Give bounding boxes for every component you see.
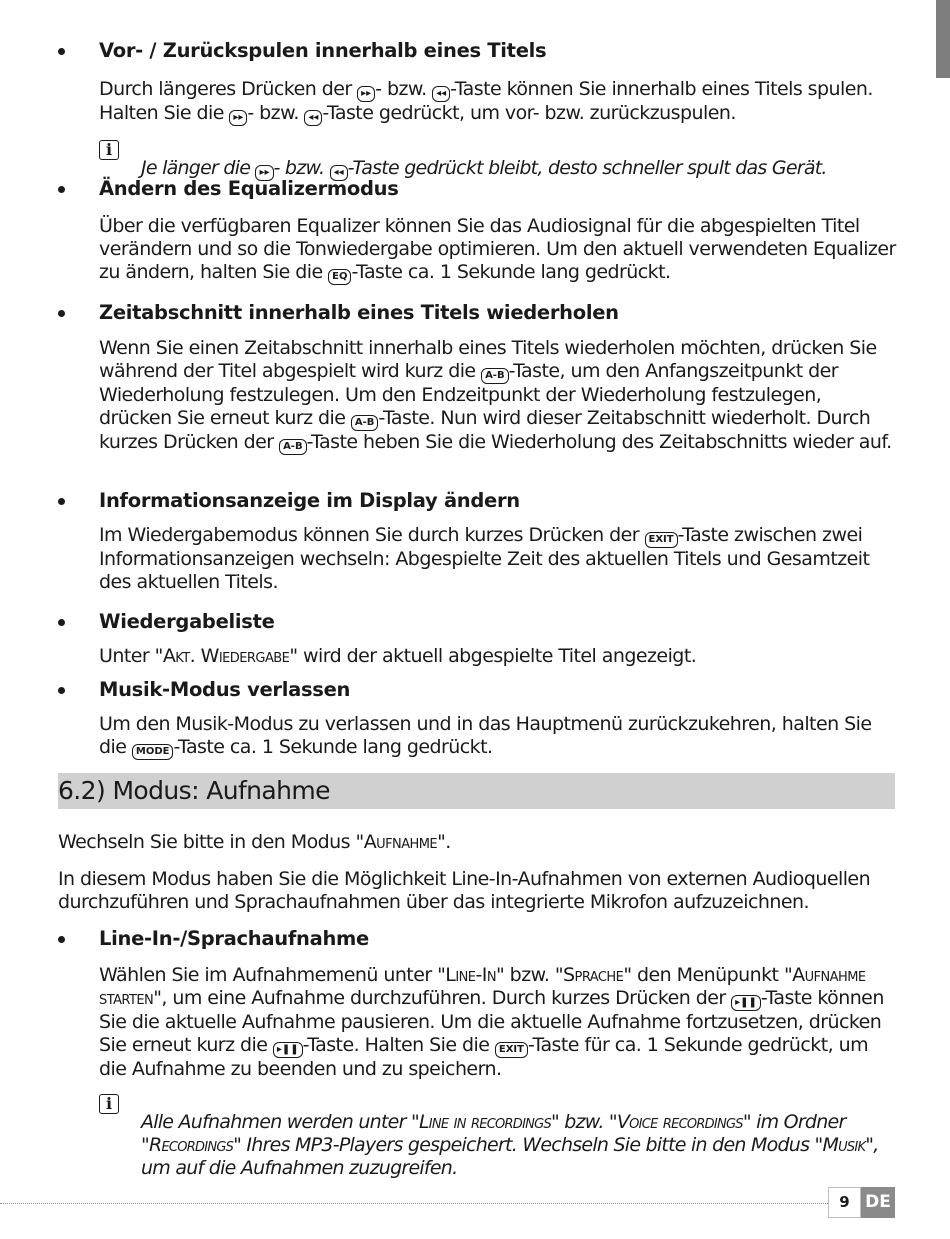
- menu-term: Akt. Wiedergabe: [162, 645, 290, 667]
- section-intro: In diesem Modus haben Sie die Möglichkeit Line-In-Aufnahmen von externen Audioquellen durchzuführen und Sprachaufnahmen über das integrierte Mikrofon aufzuzeichnen.: [58, 868, 871, 913]
- bullet-title: Wiedergabeliste: [99, 610, 275, 633]
- bullet-dot: [58, 687, 65, 694]
- bullet-body: Im Wiedergabemodus können Sie durch kurzes Drücken der EXIT -Taste zwischen zwei Informationsanzeigen wechseln: Abgespielte Zeit des aktuellen Titels und Gesamtzeit des aktuellen Titels.: [99, 524, 870, 593]
- menu-term: Line in recordings: [418, 1111, 551, 1133]
- bullet-dot: [58, 186, 65, 193]
- page-edge-tab: [936, 0, 950, 78]
- menu-term: Recordings: [149, 1134, 234, 1156]
- footer-rule: [0, 1203, 828, 1204]
- page-number: 9: [828, 1187, 861, 1218]
- bullet-body: Um den Musik-Modus zu verlassen und in das Hauptmenü zurückzukehren, halten Sie die MODE -Taste ca. 1 Sekunde lang gedrückt.: [99, 713, 872, 758]
- key-icon: A-B: [481, 368, 509, 384]
- key-icon: ▸❚❚: [731, 995, 761, 1011]
- bullet-body: Wenn Sie einen Zeitabschnitt innerhalb eines Titels wiederholen möchten, drücken Sie während der Titel abgespielt wird kurz die A-B -Taste, um den Anfangszeitpunkt der Wiederholung festzulegen. Um den Endzeitpunkt der Wiederholung festzulegen, drücken Sie erneut kurz die A-B -Taste. Nun wird dieser Zeitabschnitt wiederholt. Durch kurzes Drücken der A-B -Taste heben Sie die Wiederholung des Zeitabschnitts wieder auf.: [99, 337, 892, 453]
- bullet-body: Wählen Sie im Aufnahmemenü unter "Line-In" bzw. "Sprache" den Menüpunkt "Aufnahme starten", um eine Aufnahme durchzuführen. Durch kurzes Drücken der ▸❚❚ -Taste können Sie die aktuelle Aufnahme pausieren. Um die aktuelle Aufnahme fortzusetzen, drücken Sie erneut kurz die ▸❚❚ -Taste. Halten Sie die EXIT -Taste für ca. 1 Sekunde gedrückt, um die Aufnahme zu beenden und zu speichern.: [99, 964, 884, 1080]
- key-icon: EXIT: [645, 532, 678, 548]
- bullet-dot: [58, 310, 65, 317]
- bullet-dot: [58, 48, 65, 55]
- bullet-dot: [58, 619, 65, 626]
- bullet-body: Durch längeres Drücken der ▸▸ - bzw. ◂◂ -Taste können Sie innerhalb eines Titels spulen. Halten Sie die ▸▸ - bzw. ◂◂ -Taste gedrückt, um vor- bzw. zurückzuspulen.: [99, 78, 873, 124]
- bullet-title: Musik-Modus verlassen: [99, 678, 351, 701]
- key-icon: ▸▸: [229, 110, 247, 126]
- menu-term: Sprache: [563, 964, 624, 986]
- key-icon: MODE: [132, 744, 174, 760]
- bullet-dot: [58, 936, 65, 943]
- bullet-title: Informationsanzeige im Display ändern: [99, 489, 520, 512]
- bullet-title: Line-In-/Sprachaufnahme: [99, 927, 369, 950]
- menu-term: Aufnahme: [363, 831, 438, 853]
- key-icon: ▸❚❚: [273, 1042, 303, 1058]
- key-icon: ◂◂: [304, 110, 322, 126]
- section-header: [58, 773, 895, 809]
- info-icon: i: [99, 1094, 119, 1114]
- bullet-body: Unter "Akt. Wiedergabe" wird der aktuell abgespielte Titel angezeigt.: [99, 645, 697, 667]
- key-icon: EQ: [328, 269, 351, 285]
- key-icon: ▸▸: [357, 86, 375, 102]
- bullet-title: Zeitabschnitt innerhalb eines Titels wiederholen: [99, 301, 619, 324]
- bullet-dot: [58, 498, 65, 505]
- menu-term: Aufnahme starten: [99, 964, 866, 1009]
- key-icon: A-B: [279, 439, 307, 455]
- key-icon: A-B: [351, 415, 379, 431]
- key-icon: ◂◂: [432, 86, 450, 102]
- bullet-title: Ändern des Equalizermodus: [99, 177, 399, 200]
- language-badge: DE: [861, 1187, 895, 1218]
- section-intro: Wechseln Sie bitte in den Modus "Aufnahme".: [58, 831, 451, 853]
- menu-term: Line-In: [445, 964, 496, 986]
- menu-term: Voice recordings: [616, 1111, 743, 1133]
- note-text: Je länger die ▸▸ - bzw. ◂◂ -Taste gedrückt bleibt, desto schneller spult das Gerät.: [141, 157, 827, 179]
- key-icon: ▸▸: [255, 165, 273, 181]
- key-icon: ◂◂: [330, 165, 348, 181]
- info-icon: i: [99, 140, 119, 160]
- section-title: 6.2) Modus: Aufnahme: [58, 776, 330, 805]
- note-text: Alle Aufnahmen werden unter "Line in recordings" bzw. "Voice recordings" im Ordner "Recordings" Ihres MP3-Players gespeichert. Wechseln Sie bitte in den Modus "Musik", um auf die Aufnahmen zuzugreifen.: [141, 1111, 879, 1179]
- key-icon: EXIT: [495, 1042, 528, 1058]
- bullet-title: Vor- / Zurückspulen innerhalb eines Titels: [99, 39, 547, 62]
- bullet-body: Über die verfügbaren Equalizer können Sie das Audiosignal für die abgespielten Titel verändern und so die Tonwiedergabe optimieren. Um den aktuell verwendeten Equalizer zu ändern, halten Sie die EQ -Taste ca. 1 Sekunde lang gedrückt.: [99, 215, 896, 283]
- menu-term: Musik: [822, 1134, 866, 1156]
